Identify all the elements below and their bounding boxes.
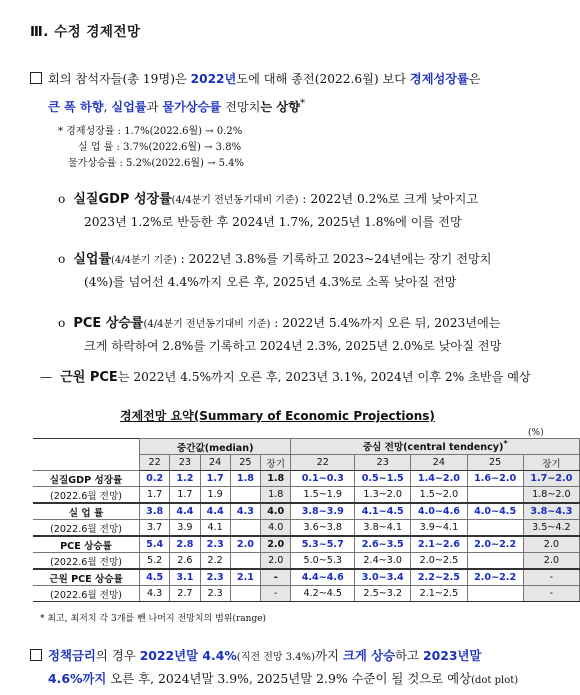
- table-cell: 4.2~4.5: [291, 586, 355, 602]
- row-label: (2022.6월 전망): [33, 553, 140, 570]
- note-line: * 경제성장률 : 1.7%(2022.6월) → 0.2%: [58, 126, 243, 137]
- year-header: 24: [200, 455, 230, 471]
- table-cell: 2.3: [200, 569, 230, 586]
- table-cell: [230, 553, 260, 570]
- table-cell: 4.1: [200, 520, 230, 537]
- projections-table: [33, 438, 580, 602]
- table-cell: 4.0: [261, 503, 291, 520]
- table-cell: [467, 520, 523, 537]
- bullet-unemployment: o 실업률(4/4분기 기준) : 2022년 3.8%를 기록하고 2023~24년에는 장기 전망치: [58, 252, 492, 267]
- section-title: Ⅲ. 수정 경제전망: [30, 24, 141, 40]
- table-cell: 1.5~2.0: [411, 487, 467, 504]
- table-cell: 2.2~2.5: [411, 569, 467, 586]
- table-cell: 2.1~2.5: [411, 586, 467, 602]
- table-row: [33, 503, 580, 520]
- year-header: 22: [291, 455, 355, 471]
- table-cell: 4.3: [140, 586, 170, 602]
- table-cell: 2.0: [261, 536, 291, 553]
- central-header: 중심 전망(central tendency)*: [291, 439, 580, 455]
- table-cell: 5.2: [140, 553, 170, 570]
- table-cell: 3.8: [140, 503, 170, 520]
- table-cell: 2.6: [170, 553, 200, 570]
- table-cell: 2.6~3.5: [355, 536, 411, 553]
- bullet-gdp: o 실질GDP 성장률(4/4분기 전년동기대비 기준) : 2022년 0.2%로 크게 낮아지고: [58, 192, 479, 207]
- table-cell: 3.7: [140, 520, 170, 537]
- table-cell: 2.5~3.2: [355, 586, 411, 602]
- table-cell: 3.9~4.1: [411, 520, 467, 537]
- table-cell: 2.2: [200, 553, 230, 570]
- table-row: [33, 586, 580, 602]
- table-cell: 0.5~1.5: [355, 471, 411, 487]
- table-cell: 1.9: [200, 487, 230, 504]
- year-header: 장기: [261, 455, 291, 471]
- table-cell: 2.0: [261, 553, 291, 570]
- table-cell: 4.1~4.5: [355, 503, 411, 520]
- unit-label: (%): [528, 428, 544, 438]
- table-cell: [230, 487, 260, 504]
- bullet-core-pce: — 근원 PCE는 2022년 4.5%까지 오른 후, 2023년 3.1%, 2024년 이후 2% 초반을 예상: [40, 370, 531, 385]
- policy-rate-paragraph-line2: 4.6%까지 오른 후, 2024년말 3.9%, 2025년말 2.9% 수준이 될 것으로 예상(dot plot): [48, 671, 519, 686]
- median-header: 중간값(median): [140, 439, 291, 455]
- table-cell: 1.8: [230, 471, 260, 487]
- table-cell: -: [261, 569, 291, 586]
- checkbox-square-icon: [30, 649, 42, 661]
- table-cell: 0.2: [140, 471, 170, 487]
- year-header: 장기: [523, 455, 579, 471]
- table-cell: 1.7: [200, 471, 230, 487]
- table-cell: [230, 520, 260, 537]
- table-cell: 3.8~4.3: [523, 503, 579, 520]
- table-cell: 1.7: [140, 487, 170, 504]
- table-cell: 1.8~2.0: [523, 487, 579, 504]
- table-cell: 2.0~2.2: [467, 569, 523, 586]
- table-cell: [230, 586, 260, 602]
- policy-rate-paragraph: 정책금리의 경우 2022년말 4.4%(직전 전망 3.4%)까지 크게 상승하고 2023년말: [30, 644, 481, 669]
- bullet-gdp-line2: 2023년 1.2%로 반등한 후 2024년 1.7%, 2025년 1.8%에 이를 전망: [84, 215, 462, 229]
- table-cell: 5.0~5.3: [291, 553, 355, 570]
- year-header: 22: [140, 455, 170, 471]
- table-cell: 1.8: [261, 487, 291, 504]
- table-cell: 1.3~2.0: [355, 487, 411, 504]
- row-label: PCE 상승률: [33, 536, 140, 553]
- table-cell: 1.5~1.9: [291, 487, 355, 504]
- table-cell: 3.5~4.2: [523, 520, 579, 537]
- table-cell: -: [523, 569, 579, 586]
- year-header: 25: [467, 455, 523, 471]
- row-label: 실 업 률: [33, 503, 140, 520]
- table-cell: 2.0: [523, 536, 579, 553]
- table-row: [33, 487, 580, 504]
- table-cell: 2.8: [170, 536, 200, 553]
- table-cell: 1.7: [170, 487, 200, 504]
- row-label: 근원 PCE 상승률: [33, 569, 140, 586]
- table-cell: 2.0: [230, 536, 260, 553]
- table-cell: 2.4~3.0: [355, 553, 411, 570]
- summary-paragraph-line2: 큰 폭 하향, 실업률과 물가상승률 전망치는 상향*: [48, 98, 305, 115]
- table-row: [33, 553, 580, 570]
- table-cell: -: [523, 586, 579, 602]
- table-row: [33, 471, 580, 487]
- table-cell: [467, 487, 523, 504]
- table-cell: 3.8~3.9: [291, 503, 355, 520]
- table-cell: 4.5: [140, 569, 170, 586]
- bullet-unemployment-line2: (4%)를 넘어선 4.4%까지 오른 후, 2025년 4.3%로 소폭 낮아질 전망: [84, 275, 457, 289]
- row-label: (2022.6월 전망): [33, 487, 140, 504]
- table-title: 경제전망 요약(Summary of Economic Projections): [120, 409, 435, 423]
- table-cell: [467, 586, 523, 602]
- table-cell: 5.4: [140, 536, 170, 553]
- row-label: 실질GDP 성장률: [33, 471, 140, 487]
- table-cell: 1.4~2.0: [411, 471, 467, 487]
- table-cell: 4.0: [261, 520, 291, 537]
- table-row: [33, 569, 580, 586]
- table-cell: 0.1~0.3: [291, 471, 355, 487]
- table-cell: 4.0~4.6: [411, 503, 467, 520]
- year-header: 25: [230, 455, 260, 471]
- table-cell: 5.3~5.7: [291, 536, 355, 553]
- table-cell: 4.4: [200, 503, 230, 520]
- table-cell: 2.3: [200, 586, 230, 602]
- table-row: [33, 520, 580, 537]
- table-row: [33, 536, 580, 553]
- table-cell: 3.0~3.4: [355, 569, 411, 586]
- table-footnote: * 최고, 최저치 각 3개를 뺀 나머지 전망치의 범위(range): [40, 614, 267, 624]
- table-cell: 2.7: [170, 586, 200, 602]
- table-cell: 2.0~2.2: [467, 536, 523, 553]
- year-header: 24: [411, 455, 467, 471]
- table-cell: 2.3: [200, 536, 230, 553]
- table-cell: 1.7~2.0: [523, 471, 579, 487]
- year-header: 23: [170, 455, 200, 471]
- table-cell: 4.3: [230, 503, 260, 520]
- table-cell: 1.2: [170, 471, 200, 487]
- table-cell: [467, 553, 523, 570]
- table-cell: 2.1: [230, 569, 260, 586]
- checkbox-square-icon: [30, 72, 42, 84]
- table-cell: 2.0~2.5: [411, 553, 467, 570]
- note-line: 실 업 률 : 3.7%(2022.6월) → 3.8%: [78, 142, 242, 153]
- table-cell: 4.0~4.5: [467, 503, 523, 520]
- row-label: (2022.6월 전망): [33, 586, 140, 602]
- table-cell: 1.8: [261, 471, 291, 487]
- bullet-pce-line2: 크게 하락하여 2.8%를 기록하고 2024년 2.3%, 2025년 2.0%로 낮아질 전망: [84, 339, 502, 353]
- table-cell: 4.4: [170, 503, 200, 520]
- bullet-pce: o PCE 상승률(4/4분기 전년동기대비 기준) : 2022년 5.4%까지 오른 뒤, 2023년에는: [58, 316, 501, 331]
- note-line: 물가상승률 : 5.2%(2022.6월) → 5.4%: [68, 158, 245, 169]
- summary-paragraph: 회의 참석자들(총 19명)은 2022년도에 대해 종전(2022.6월) 보다 경제성장률은: [30, 68, 481, 91]
- table-cell: 3.6~3.8: [291, 520, 355, 537]
- table-cell: 3.9: [170, 520, 200, 537]
- table-cell: -: [261, 586, 291, 602]
- table-cell: 3.1: [170, 569, 200, 586]
- row-label: (2022.6월 전망): [33, 520, 140, 537]
- table-cell: 3.8~4.1: [355, 520, 411, 537]
- table-cell: 1.6~2.0: [467, 471, 523, 487]
- table-cell: 2.0: [523, 553, 579, 570]
- table-cell: 2.1~2.6: [411, 536, 467, 553]
- table-cell: 4.4~4.6: [291, 569, 355, 586]
- year-header: 23: [355, 455, 411, 471]
